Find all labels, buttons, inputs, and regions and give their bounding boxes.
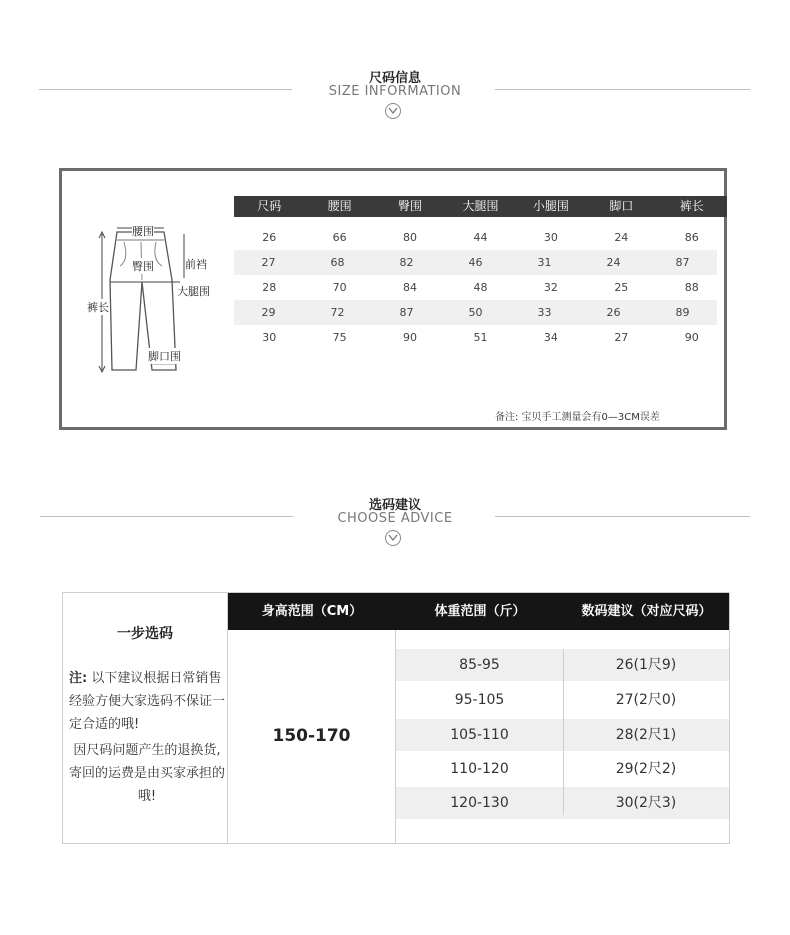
size-cell: 70 [332,281,347,294]
size-cell: 46 [468,256,483,269]
label-thigh: 大腿围 [177,285,210,298]
weight-cell: 95-105 [454,692,505,708]
size-cell: 88 [684,281,699,294]
size-cell: 26 [606,306,621,319]
size-cell: 27 [261,256,276,269]
size-cell: 26 [262,231,277,244]
weight-cell: 110-120 [450,761,509,777]
size-header-cell: 小腿围 [532,199,569,213]
size-cell: 90 [684,331,699,344]
size-header-cell: 大腿围 [462,199,499,213]
size-header-cell: 臀围 [398,199,423,213]
label-front-rise: 前裆 [185,258,207,271]
label-length: 裤长 [87,301,109,314]
size-info-title: 尺码信息 [368,71,421,86]
advice-title: 选码建议 [368,498,421,513]
size-cell: 44 [473,231,488,244]
size-advice-cell: 28(2尺1) [615,727,677,743]
weight-cell: 105-110 [450,727,509,743]
size-cell: 27 [614,331,629,344]
size-cell: 66 [332,231,347,244]
weight-cell: 120-130 [450,795,509,811]
size-cell: 80 [403,231,418,244]
size-cell: 30 [262,331,277,344]
size-info-header [0,67,790,127]
size-cell: 84 [403,281,418,294]
advice-note-text: 以下建议根据日常销售经验方便大家选码不保证一定合适的哦! [69,671,226,732]
header-size-advice: 数码建议（对应尺码） [564,593,729,630]
size-advice-cell: 27(2尺0) [615,692,677,708]
size-info-subtitle: SIZE INFORMATION [328,84,462,99]
size-header-cell: 脚口 [609,199,634,213]
size-header-cell: 裤长 [679,199,704,213]
size-cell: 33 [537,306,552,319]
size-cell: 32 [543,281,558,294]
advice-left-title: 一步选码 [117,626,173,642]
size-cell: 75 [332,331,347,344]
header-height-range: 身高范围（CM） [228,593,396,630]
size-cell: 24 [614,231,629,244]
label-waist: 腰围 [132,225,154,238]
size-cell: 89 [675,306,690,319]
advice-left-panel [63,593,228,843]
size-header-cell: 腰围 [327,199,352,213]
size-cell: 90 [403,331,418,344]
size-cell: 72 [330,306,345,319]
chevron-down-icon [385,103,401,119]
size-table [234,196,727,350]
size-cell: 25 [614,281,629,294]
size-cell: 31 [537,256,552,269]
weight-cell: 85-95 [459,657,500,673]
size-table-row [234,225,727,250]
size-table-row [234,250,717,275]
size-cell: 86 [684,231,699,244]
size-table-row [234,275,727,300]
size-advice-cell: 29(2尺2) [615,761,677,777]
size-table-row [234,325,727,350]
size-table-header [234,196,727,217]
size-header-cell: 尺码 [257,199,282,213]
size-cell: 30 [543,231,558,244]
size-table-row [234,300,717,325]
height-range-value: 150-170 [228,630,396,843]
advice-return-note: 因尺码问题产生的退换货,寄回的运费是由买家承担的哦! [69,743,226,804]
size-cell: 87 [399,306,414,319]
chevron-down-icon [385,530,401,546]
advice-subtitle: CHOOSE ADVICE [337,511,453,526]
measurement-note: 备注: 宝贝手工测量会有0—3CM误差 [495,412,660,423]
advice-table [62,592,730,844]
size-cell: 87 [675,256,690,269]
size-cell: 51 [473,331,488,344]
size-cell: 34 [543,331,558,344]
size-cell: 24 [606,256,621,269]
size-advice-cell: 26(1尺9) [615,657,677,673]
size-cell: 29 [261,306,276,319]
size-cell: 28 [262,281,277,294]
size-cell: 48 [473,281,488,294]
size-cell: 68 [330,256,345,269]
label-leg-opening: 脚口围 [148,350,181,363]
label-hip: 臀围 [132,260,154,273]
size-advice-cell: 30(2尺3) [615,795,677,811]
column-divider [563,649,564,815]
advice-note [69,667,225,736]
advice-note-label: 注: [69,671,88,686]
size-cell: 50 [468,306,483,319]
header-weight-range: 体重范围（斤） [396,593,564,630]
size-cell: 82 [399,256,414,269]
advice-header [0,494,790,554]
